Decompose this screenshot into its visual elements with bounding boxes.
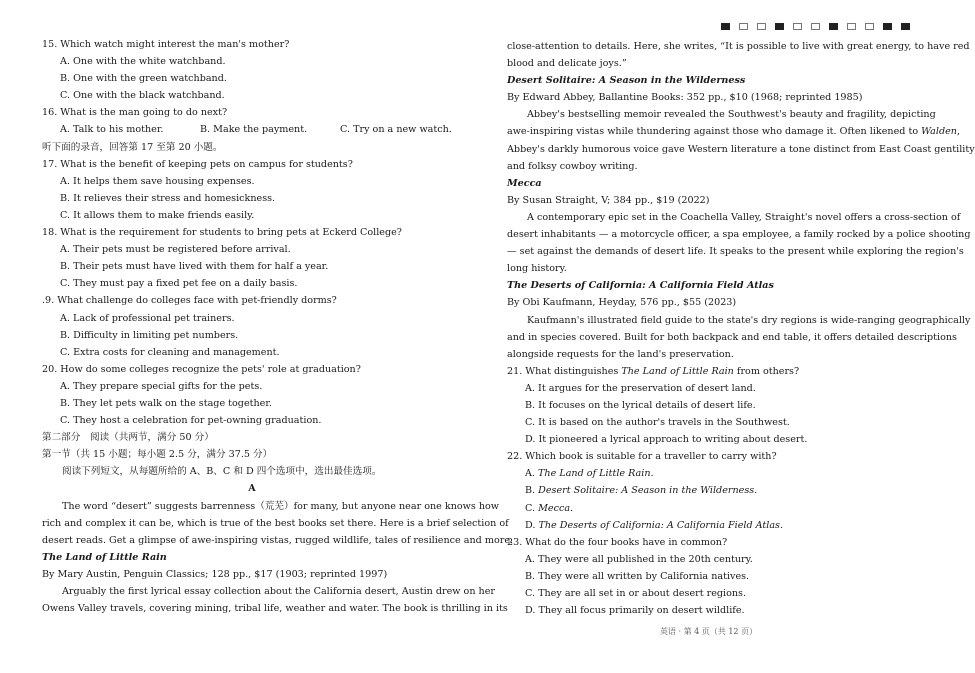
passage-text: and folksy cowboy writing.: [507, 160, 638, 172]
passage-text: blood and delicate joys.”: [507, 58, 627, 70]
option: A. Their pets must be registered before arrival.: [60, 244, 291, 256]
option: [507, 517, 911, 534]
option-text: The Deserts of California: A California Field Atlas.: [538, 519, 784, 531]
question-stem: 23. What do the four books have in common?: [507, 536, 728, 548]
book-info: By Obi Kaufmann, Heyday, 576 pp., $55 (2023): [507, 297, 737, 309]
mark-icon: [775, 23, 784, 30]
passage-text: desert inhabitants — a motorcycle officer, a spa employee, a family rocked by a police shooting: [507, 229, 971, 241]
option: D. It pioneered a lyrical approach to writing about desert.: [525, 434, 808, 446]
option-letter: C.: [525, 502, 539, 514]
option: B. They were all written by California natives.: [525, 570, 750, 582]
question-stem: 15. Which watch might interest the man's mother?: [42, 39, 290, 50]
option: B. It focuses on the lyrical details of desert life.: [525, 399, 756, 411]
passage-text: desert reads. Get a glimpse of awe-inspiring vistas, rugged wildlife, tales of resilience and more.: [42, 534, 514, 546]
option: B. Difficulty in limiting pet numbers.: [60, 329, 239, 341]
option: C. Extra costs for cleaning and management.: [60, 346, 280, 358]
passage-text: — set against the demands of desert life. It speaks to the present while exploring the region's: [507, 246, 964, 258]
option: B. Their pets must have lived with them for half a year.: [60, 261, 329, 273]
book-info: By Susan Straight, V; 384 pp., $19 (2022): [507, 194, 710, 206]
part-heading: 第二部分 阅读（共两节，满分 50 分）: [42, 432, 214, 444]
book-title: The Deserts of California: A California Field Atlas: [507, 280, 774, 292]
option: A. It argues for the preservation of desert land.: [525, 382, 756, 394]
passage-text: rich and complex it can be, which is true of the best books set there. Here is a brief selection of: [42, 517, 509, 529]
left-column: [42, 36, 514, 617]
book-title: Desert Solitaire: A Season in the Wilderness: [507, 75, 746, 87]
book-title: The Land of Little Rain: [42, 551, 167, 563]
option: C. They must pay a fixed pet fee on a daily basis.: [60, 278, 298, 290]
passage-text: Kaufmann's illustrated field guide to the state's dry regions is wide-ranging geographically: [527, 314, 971, 326]
passage-label: A: [248, 483, 256, 495]
mark-icon: [865, 23, 874, 30]
text-fragment: from others?: [733, 365, 800, 377]
alignment-marks: [721, 23, 910, 30]
mark-icon: [901, 23, 910, 30]
passage-text: long history.: [507, 263, 567, 275]
option: A. They prepare special gifts for the pets.: [60, 380, 263, 392]
section-heading: 第一节（共 15 小题；每小题 2.5 分，满分 37.5 分）: [42, 449, 273, 461]
option: D. They all focus primarily on desert wildlife.: [525, 605, 745, 617]
option: B. They let pets walk on the stage together.: [60, 397, 272, 409]
passage-text: Owens Valley travels, covering mining, tribal life, weather and water. The book is thrilling in its: [42, 603, 508, 615]
option-letter: B.: [525, 485, 539, 497]
question-stem: [507, 363, 911, 380]
right-column: [507, 38, 975, 619]
text-fragment: The Land of Little Rain: [621, 365, 734, 377]
option: A. Talk to his mother.: [60, 124, 164, 136]
option: C. They are all set in or about desert regions.: [525, 588, 747, 599]
listening-instruction: 听下面的录音，回答第 17 至第 20 小题。: [42, 141, 223, 153]
passage-text: Arguably the first lyrical essay collection about the California desert, Austin drew on her: [62, 586, 496, 597]
option: B. Make the payment.: [200, 124, 308, 136]
text-fragment: Walden: [921, 126, 957, 138]
passage-text: The word “desert” suggests barrenness（荒芜）for many, but anyone near one knows how: [62, 500, 500, 512]
passage-text: [507, 123, 961, 140]
option: C. It allows them to make friends easily.: [60, 209, 255, 221]
text-fragment: 21. What distinguishes: [507, 365, 622, 377]
option: A. They were all published in the 20th century.: [525, 553, 753, 565]
question-stem: 18. What is the requirement for students to bring pets at Eckerd College?: [42, 227, 402, 239]
passage-text: Abbey's darkly humorous voice gave Western literature a tone distinct from East Coast gentility: [507, 143, 975, 155]
option: [507, 500, 911, 517]
option: [507, 482, 911, 499]
mark-icon: [793, 23, 802, 30]
book-title: Mecca: [507, 177, 542, 189]
question-stem: 16. What is the man going to do next?: [42, 107, 228, 119]
question-stem: .9. What challenge do colleges face with pet-friendly dorms?: [42, 295, 337, 307]
question-stem: 20. How do some colleges recognize the pets' role at graduation?: [42, 363, 361, 375]
mark-icon: [883, 23, 892, 30]
option-text: Mecca.: [538, 502, 574, 514]
passage-text: and in species covered. Built for both backpack and end table, it offers detailed descriptions: [507, 331, 957, 343]
passage-text: close-attention to details. Here, she writes, “It is possible to live with great energy, to have red: [507, 41, 970, 52]
option: A. It helps them save housing expenses.: [60, 175, 255, 187]
question-stem: 22. Which book is suitable for a traveller to carry with?: [507, 451, 777, 463]
option: C. One with the black watchband.: [60, 90, 225, 102]
mark-icon: [811, 23, 820, 30]
option: C. Try on a new watch.: [340, 124, 452, 136]
question-stem: 17. What is the benefit of keeping pets on campus for students?: [42, 158, 353, 170]
passage-text: A contemporary epic set in the Coachella Valley, Straight's novel offers a cross-section of: [527, 211, 961, 223]
mark-icon: [847, 23, 856, 30]
option: A. Lack of professional pet trainers.: [60, 312, 235, 324]
option: B. One with the green watchband.: [60, 73, 227, 85]
option: C. They host a celebration for pet-owning graduation.: [60, 415, 322, 427]
book-info: By Mary Austin, Penguin Classics; 128 pp., $17 (1903; reprinted 1997): [42, 568, 388, 580]
text-fragment: ,: [956, 126, 961, 138]
book-info: By Edward Abbey, Ballantine Books: 352 pp., $10 (1968; reprinted 1985): [507, 92, 863, 104]
option-letter: D.: [525, 519, 539, 531]
option-row: [42, 121, 462, 138]
option: B. It relieves their stress and homesickness.: [60, 192, 276, 204]
mark-icon: [829, 23, 838, 30]
option-text: The Land of Little Rain.: [538, 468, 654, 480]
option-text: Desert Solitaire: A Season in the Wilderness.: [538, 485, 758, 497]
mark-icon: [739, 23, 748, 30]
option-letter: A.: [525, 468, 539, 480]
passage-text: Abbey's bestselling memoir revealed the Southwest's beauty and fragility, depicting: [527, 109, 936, 121]
mark-icon: [721, 23, 730, 30]
option: [507, 465, 911, 482]
passage-text: alongside requests for the land's preservation.: [507, 348, 734, 360]
mark-icon: [757, 23, 766, 30]
reading-instruction: 阅读下列短文，从每题所给的 A、B、C 和 D 四个选项中，选出最佳选项。: [62, 466, 382, 478]
text-fragment: awe-inspiring vistas while thundering against those who damage it. Often likened to: [507, 126, 922, 138]
option: C. It is based on the author's travels in the Southwest.: [525, 417, 790, 429]
page-footer: 英语 · 第 4 页（共 12 页）: [660, 627, 758, 636]
option: A. One with the white watchband.: [60, 56, 226, 68]
